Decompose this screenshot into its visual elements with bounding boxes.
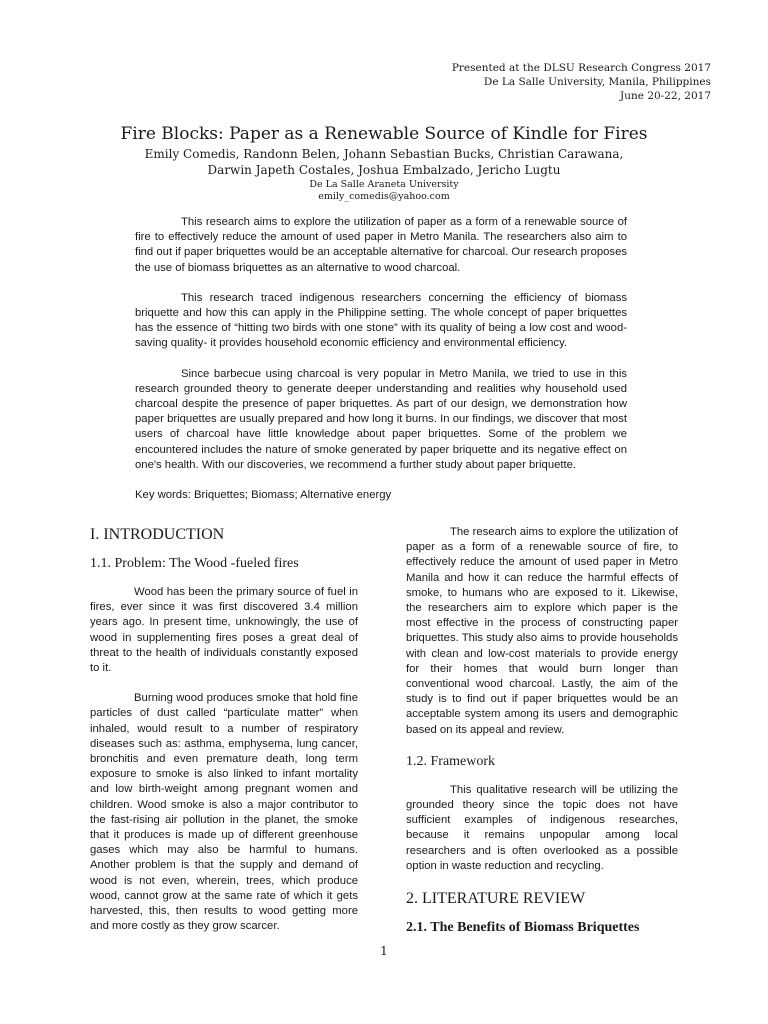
- abstract-paragraph-3: Since barbecue using charcoal is very popular in Metro Manila, we tried to use in this research grounded theory to generate deeper understanding and realities why household used charcoal despite the presence of paper briquettes. As part of our design, we demonstration how paper briquettes are usually prepared and how long it burns. In our findings, we discover that most users of charcoal have little knowledge about paper briquettes. Some of the problem we encountered includes the nature of smoke generated by paper briquette and its negative effect on one's health. With our discoveries, we recommend a further study about paper briquette.: [135, 367, 627, 471]
- email: emily_comedis@yahoo.com: [318, 191, 450, 202]
- conference-venue: De La Salle University, Manila, Philippines: [483, 76, 711, 88]
- subsection-heading-benefits: 2.1. The Benefits of Biomass Briquettes: [406, 920, 640, 936]
- right-column: [406, 525, 678, 949]
- author-line-1: Emily Comedis, Randonn Belen, Johann Sebastian Bucks, Christian Carawana,: [144, 147, 624, 161]
- section-heading-introduction: I. INTRODUCTION: [90, 526, 225, 543]
- subsection-heading-problem: 1.1. Problem: The Wood -fueled fires: [90, 556, 299, 571]
- conference-name: Presented at the DLSU Research Congress 2017: [451, 62, 711, 74]
- abstract-paragraph-2: This research traced indigenous researchers concerning the efficiency of biomass briquette and how this can apply in the Philippine setting. The whole concept of paper briquettes has the essence of “hitting two birds with one stone” with its quality of being a low cost and wood-saving quality- it provides household economic efficiency and environmental efficiency.: [135, 291, 627, 350]
- conference-date: June 20-22, 2017: [620, 90, 711, 102]
- section-heading-literature-review: 2. LITERATURE REVIEW: [406, 890, 586, 908]
- conference-header: [452, 61, 711, 103]
- body-paragraph: This qualitative research will be utilizing the grounded theory since the topic does not have sufficient examples of indigenous researches, because it remains unpopular among local researchers and is often overlooked as a possible option in waste reduction and recycling.: [406, 783, 678, 872]
- keywords: Key words: Briquettes; Biomass; Alternative energy: [135, 489, 392, 502]
- abstract-paragraph-1: This research aims to explore the utilization of paper as a form of a renewable source of fire to effectively reduce the amount of used paper in Metro Manila. The researchers also aim to find out if paper briquettes would be an acceptable alternative for charcoal. Our research proposes the use of biomass briquettes as an alternative to wood charcoal.: [135, 216, 627, 274]
- body-paragraph: Burning wood produces smoke that hold fine particles of dust called “particulate matter” when inhaled, would result to a number of respiratory diseases such as: asthma, emphysema, lung cancer, bronchitis and even premature death, long term exposure to smoke is also linked to infant mortality and low birth-weight among pregnant women and children. Wood smoke is also a major contributor to the fast-rising air pollution in the planet, the smoke that it produces is made up of different greenhouse gases which may also be harmful to humans. Another problem is that the supply and demand of wood is not even, wherein, trees, which produce wood, cannot grow at the same rate of which it gets harvested, this, then results to wood getting more and more costly as they grow scarcer.: [90, 692, 358, 933]
- body-paragraph: The research aims to explore the utilization of paper as a form of a renewable source of fire, to effectively reduce the amount of used paper in Metro Manila and how it can reduce the harmful effects of smoke, to humans who are exposed to it. Likewise, the researchers aim to explore which paper is the most effective in the process of constructing paper briquettes. This study also aims to provide households with clean and low-cost materials to provide energy for their homes that would burn longer than conventional wood charcoal. Lastly, the aim of the study is to find out if paper briquettes would be an acceptable system among its users and demographic based on its appeal and review.: [406, 526, 678, 736]
- paper-title: Fire Blocks: Paper as a Renewable Source of Kindle for Fires: [120, 124, 648, 144]
- author-line-2: Darwin Japeth Costales, Joshua Embalzado, Jericho Lugtu: [207, 163, 561, 177]
- affiliation-block: [0, 179, 768, 203]
- page-number: 1: [380, 944, 388, 958]
- left-column: [90, 525, 358, 949]
- abstract: [135, 215, 627, 518]
- subsection-heading-framework: 1.2. Framework: [406, 753, 496, 769]
- author-list: [0, 146, 768, 178]
- affiliation: De La Salle Araneta University: [309, 179, 459, 190]
- body-paragraph: Wood has been the primary source of fuel in fires, ever since it was first discovered 3.4 million years ago. In present time, unknowingly, the use of wood in supplementing fires poses a great deal of threat to the health of individuals constantly exposed to it.: [90, 586, 358, 675]
